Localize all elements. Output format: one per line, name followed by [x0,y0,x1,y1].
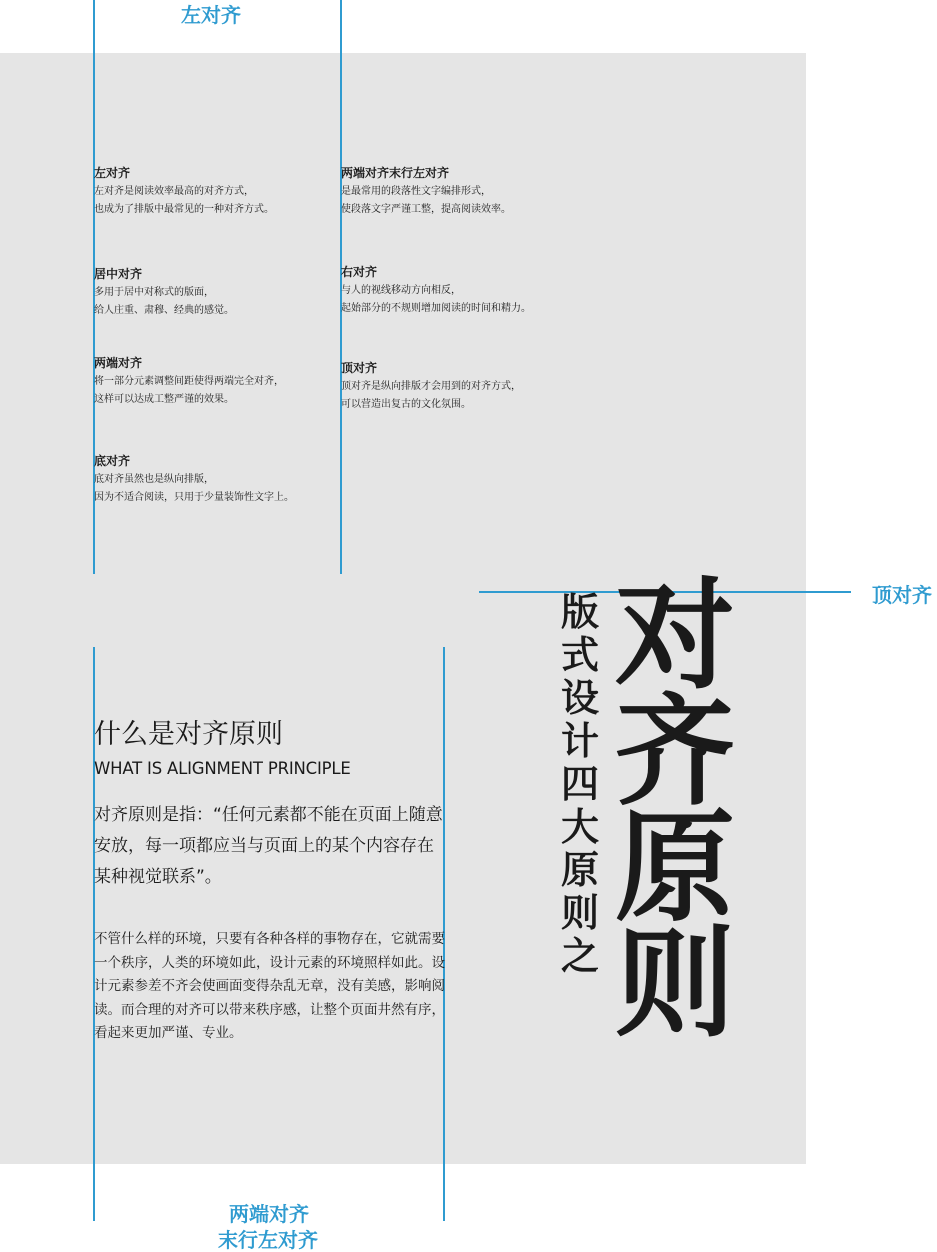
item-line: 多用于居中对称式的版面， [94,287,214,298]
item-justify-last-left [341,165,511,219]
item-title: 右对齐 [341,265,378,279]
item-line: 是最常用的段落性文字编排形式， [341,186,491,197]
item-title: 底对齐 [94,454,131,468]
item-line: 使段落文字严谨工整，提高阅读效率。 [341,204,511,215]
item-line: 底对齐虽然也是纵向排版， [94,474,214,485]
item-left-align [94,165,274,219]
item-line: 给人庄重、肃穆、经典的感觉。 [94,305,234,316]
item-center-align [94,266,234,320]
top-align-label: 顶对齐 [872,583,932,607]
item-top-align [341,360,521,414]
justify-label-line2: 末行左对齐 [218,1228,318,1252]
item-line: 起始部分的不规则增加阅读的时间和精力。 [341,303,531,314]
body-paragraph: 不管什么样的环境，只要有各种各样的事物存在，它就需要一个秩序，人类的环境如此，设计元素的环境照样如此。设计元素参差不齐会使画面变得杂乱无章，没有美感，影响阅读。而合理的对齐可以带来秩序感，让整个页面井然有序，看起来更加严谨、专业。 [94,931,445,1041]
item-right-align [341,264,531,318]
item-title: 两端对齐末行左对齐 [341,166,450,180]
item-title: 两端对齐 [94,356,143,370]
item-line: 也成为了排版中最常见的一种对齐方式。 [94,204,274,215]
vertical-subtitle: 版式设计四大原则之 [560,589,599,978]
section-title-en: WHAT IS ALIGNMENT PRINCIPLE [94,759,351,778]
item-line: 左对齐是阅读效率最高的对齐方式， [94,186,254,197]
item-line: 因为不适合阅读，只用于少量装饰性文字上。 [94,492,294,503]
item-line: 与人的视线移动方向相反， [341,285,461,296]
item-title: 顶对齐 [341,361,378,375]
item-bottom-align [94,453,294,507]
item-title: 居中对齐 [94,267,143,281]
vertical-main-title: 对齐原则 [615,565,735,1054]
item-line: 这样可以达成工整严谨的效果。 [94,394,234,405]
item-line: 将一部分元素调整间距使得两端完全对齐， [94,376,284,387]
item-line: 顶对齐是纵向排版才会用到的对齐方式， [341,381,521,392]
section-title-cn: 什么是对齐原则 [94,719,283,750]
item-justify [94,355,284,409]
justify-label-line1: 两端对齐 [229,1202,309,1226]
item-line: 可以营造出复古的文化氛围。 [341,399,471,410]
left-align-label: 左对齐 [181,3,241,27]
item-title: 左对齐 [94,166,131,180]
intro-paragraph: 对齐原则是指：“任何元素都不能在页面上随意安放，每一项都应当与页面上的某个内容存在某种视觉联系”。 [94,805,443,887]
